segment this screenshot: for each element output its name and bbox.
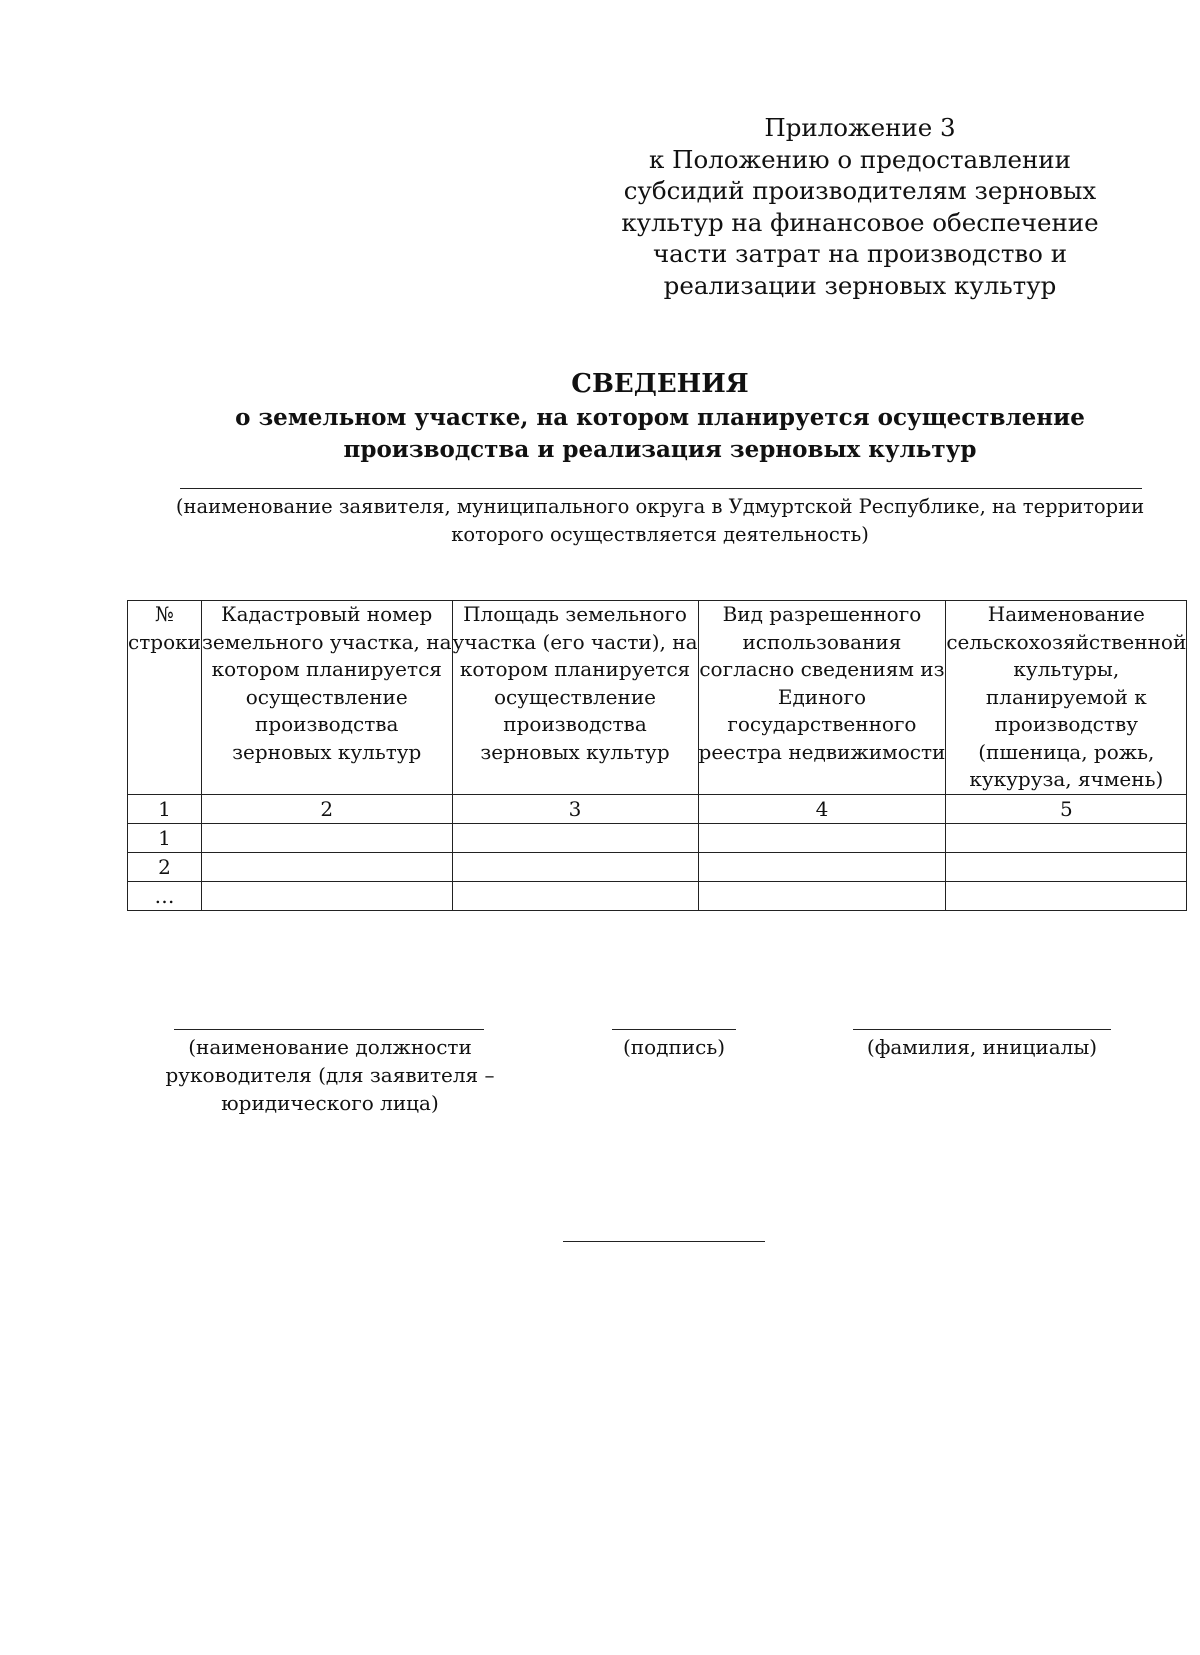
table-row xyxy=(128,852,1187,881)
position-fill-line[interactable] xyxy=(174,1029,484,1030)
appendix-line: части затрат на производство и xyxy=(652,239,1068,268)
column-number-cell: 3 xyxy=(452,794,698,823)
header-cell-plot-area: Площадь земельного участка (его части), на котором планируется осуществление производства зерновых культур xyxy=(452,601,698,795)
header-cell-permitted-use: Вид разрешенного использования согласно сведениям из Единого государственного реестра недвижимости xyxy=(698,601,946,795)
appendix-line: субсидий производителям зерновых xyxy=(623,176,1097,205)
table-cell[interactable] xyxy=(201,852,452,881)
subtitle-line: производства и реализация зерновых культур xyxy=(343,436,977,463)
bottom-fill-line[interactable] xyxy=(563,1241,765,1242)
position-caption-line: (наименование должности xyxy=(188,1035,472,1059)
header-cell-cadastral-number: Кадастровый номер земельного участка, на котором планируется осуществление производства зерновых культур xyxy=(201,601,452,795)
column-number-row xyxy=(128,794,1187,823)
document-subtitle xyxy=(200,402,1120,466)
applicant-caption-line: (наименование заявителя, муниципального округа в Удмуртской Республике, на территории xyxy=(175,495,1145,518)
land-plot-table xyxy=(127,600,1187,911)
column-number-cell: 4 xyxy=(698,794,946,823)
table-cell[interactable] xyxy=(452,823,698,852)
column-number-cell: 5 xyxy=(946,794,1187,823)
table-cell[interactable] xyxy=(201,881,452,910)
table-cell[interactable] xyxy=(946,881,1187,910)
table-cell[interactable] xyxy=(698,823,946,852)
position-caption xyxy=(140,1033,520,1117)
table-cell[interactable] xyxy=(946,852,1187,881)
appendix-block xyxy=(620,112,1100,301)
appendix-line: реализации зерновых культур xyxy=(663,270,1057,300)
table-row xyxy=(128,881,1187,910)
table-cell[interactable] xyxy=(452,881,698,910)
applicant-fill-line[interactable] xyxy=(180,488,1142,489)
column-number-cell: 2 xyxy=(201,794,452,823)
applicant-caption xyxy=(160,493,1160,549)
header-cell-row-number: № строки xyxy=(128,601,202,795)
position-caption-line: руководителя (для заявителя – xyxy=(165,1063,495,1087)
table-cell[interactable] xyxy=(698,881,946,910)
table-cell[interactable] xyxy=(698,852,946,881)
signature-fill-line[interactable] xyxy=(612,1029,736,1030)
subtitle-line: о земельном участке, на котором планируется осуществление xyxy=(235,404,1085,431)
position-caption-line: юридического лица) xyxy=(221,1091,439,1115)
header-cell-crop-name: Наименование сельскохозяйственной культуры, планируемой к производству (пшеница, рожь, кукуруза, ячмень) xyxy=(946,601,1187,795)
row-number-cell: 1 xyxy=(128,823,202,852)
table-cell[interactable] xyxy=(201,823,452,852)
row-number-cell: … xyxy=(128,881,202,910)
table-cell[interactable] xyxy=(946,823,1187,852)
table-cell[interactable] xyxy=(452,852,698,881)
applicant-caption-line: которого осуществляется деятельность) xyxy=(451,523,869,546)
document-title: СВЕДЕНИЯ xyxy=(571,369,749,399)
name-fill-line[interactable] xyxy=(853,1029,1111,1030)
name-caption: (фамилия, инициалы) xyxy=(866,1035,1098,1059)
appendix-line: Приложение 3 xyxy=(764,113,956,142)
appendix-line: культур на финансовое обеспечение xyxy=(621,207,1099,237)
row-number-cell: 2 xyxy=(128,852,202,881)
signature-caption: (подпись) xyxy=(622,1035,726,1059)
table-header-row xyxy=(128,601,1187,795)
table-row xyxy=(128,823,1187,852)
column-number-cell: 1 xyxy=(128,794,202,823)
appendix-line: к Положению о предоставлении xyxy=(649,144,1071,174)
